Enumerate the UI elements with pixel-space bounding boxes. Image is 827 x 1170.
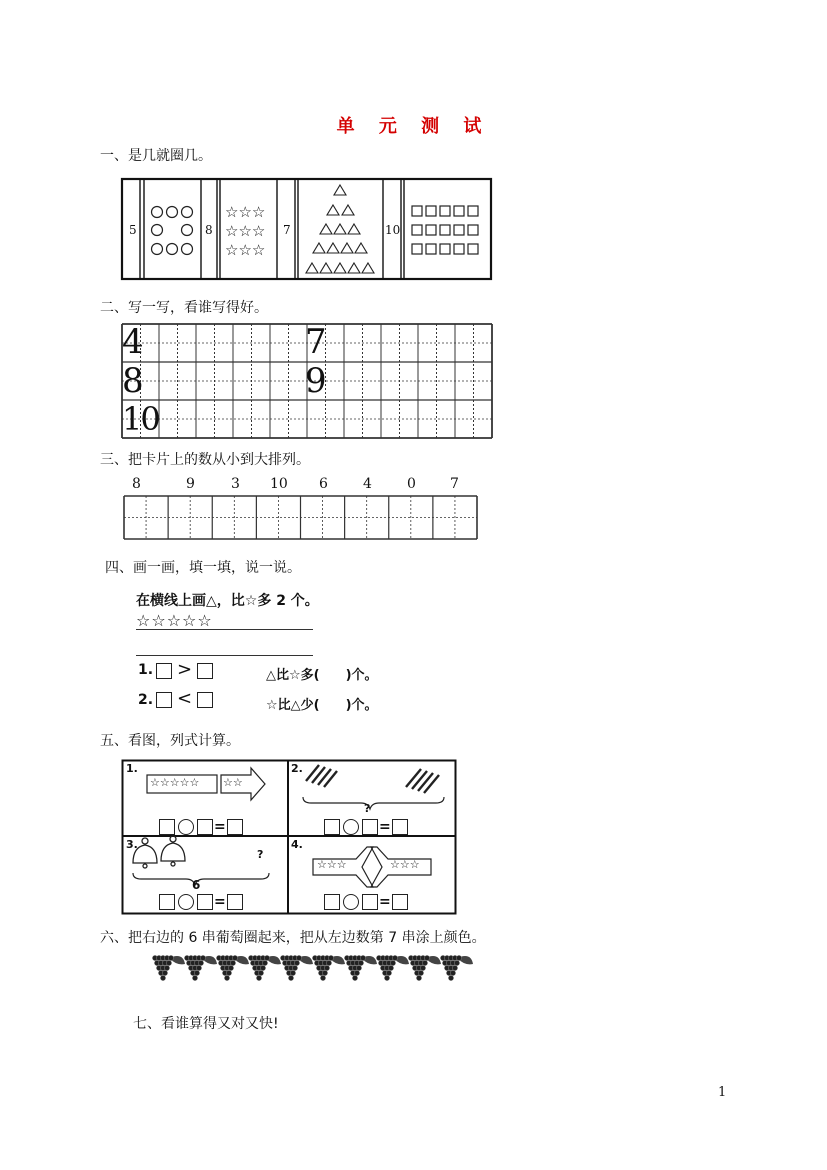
card: 0 (407, 476, 416, 492)
question-5-label: 五、看图，列式计算。 (100, 733, 240, 749)
equation-row-2 (324, 816, 434, 834)
answer-box[interactable] (227, 819, 243, 835)
count-number-5: 5 (129, 223, 137, 237)
count-number-10: 10 (385, 223, 401, 237)
answer-box[interactable] (156, 663, 172, 679)
grape-bunch-icon[interactable] (440, 955, 473, 980)
q4-item-1-text: △比☆多( )个。 (266, 668, 378, 683)
page-title: 单 元 测 试 (336, 116, 491, 137)
equals-sign: = (379, 818, 391, 835)
grape-bunch-icon[interactable] (344, 955, 377, 980)
operator-circle[interactable] (178, 819, 194, 835)
pencil-icon (306, 765, 439, 793)
equals-sign: = (214, 818, 226, 835)
card: 4 (363, 476, 372, 492)
answer-box[interactable] (197, 894, 213, 910)
write-digit-9: 9 (305, 361, 327, 401)
panel-2-num: 2. (291, 762, 303, 775)
question-1-label: 一、是几就圈几。 (100, 148, 212, 164)
question-mark: ? (257, 848, 264, 861)
brace-icon (133, 873, 269, 885)
answer-box[interactable] (227, 894, 243, 910)
equation-row-1 (159, 816, 269, 834)
greater-than-sign: > (177, 659, 193, 680)
grape-bunch-icon[interactable] (248, 955, 281, 980)
answer-box[interactable] (159, 819, 175, 835)
number-cards (125, 476, 480, 496)
svg-text:☆☆☆: ☆☆☆ (225, 241, 266, 259)
cross-stars-a: ☆☆☆ (317, 858, 347, 871)
card: 7 (450, 476, 459, 492)
write-digit-10: 10 (122, 400, 159, 438)
cross-stars-b: ☆☆☆ (390, 858, 420, 871)
answer-box[interactable] (197, 819, 213, 835)
equals-sign: = (214, 893, 226, 910)
operator-circle[interactable] (343, 819, 359, 835)
question-6-label: 六、把右边的 6 串葡萄圈起来，把从左边数第 7 串涂上颜色。 (100, 930, 486, 946)
answer-box[interactable] (392, 819, 408, 835)
equals-sign: = (379, 893, 391, 910)
count-number-8: 8 (205, 223, 213, 237)
grape-bunch-icon[interactable] (152, 955, 185, 980)
panel-1-num: 1. (126, 762, 138, 775)
answer-line[interactable] (136, 655, 313, 656)
q4-instruction: 在横线上画△，比☆多 2 个。 (136, 593, 319, 609)
page-number: 1 (718, 1085, 727, 1100)
q4-stars: ☆☆☆☆☆ (136, 611, 213, 630)
panel-4-num: 4. (291, 838, 303, 851)
operator-circle[interactable] (178, 894, 194, 910)
equation-row-4 (324, 891, 434, 909)
answer-line[interactable] (136, 629, 313, 630)
card: 3 (231, 476, 240, 492)
card: 9 (186, 476, 195, 492)
svg-text:☆☆☆: ☆☆☆ (225, 222, 266, 240)
answer-box[interactable] (197, 692, 213, 708)
grape-bunch-icon[interactable] (216, 955, 249, 980)
grapes-row (145, 950, 485, 986)
counting-table (120, 177, 494, 281)
stars-group (225, 203, 265, 259)
triangles-group (306, 185, 374, 273)
write-digit-7: 7 (305, 322, 327, 362)
q4-item-1-num: 1. (138, 662, 154, 678)
card: 8 (132, 476, 141, 492)
total-six: 6 (192, 878, 201, 892)
answer-box[interactable] (362, 819, 378, 835)
answer-box[interactable] (362, 894, 378, 910)
grape-bunch-icon[interactable] (280, 955, 313, 980)
arrow-stars-a: ☆☆☆☆☆ (150, 776, 200, 789)
answer-box[interactable] (159, 894, 175, 910)
count-number-7: 7 (283, 223, 291, 237)
svg-text:☆☆☆: ☆☆☆ (225, 203, 266, 221)
operator-circle[interactable] (343, 894, 359, 910)
write-digit-4: 4 (122, 322, 144, 362)
squares-group (412, 206, 478, 254)
panel-3-num: 3. (126, 838, 138, 851)
card: 10 (270, 476, 288, 492)
sorting-grid (123, 495, 479, 541)
brace-icon (303, 797, 444, 809)
answer-box[interactable] (324, 894, 340, 910)
less-than-sign: < (177, 688, 193, 709)
answer-box[interactable] (156, 692, 172, 708)
circles-group (152, 207, 193, 255)
grape-bunch-icon[interactable] (184, 955, 217, 980)
grape-bunch-icon[interactable] (408, 955, 441, 980)
grape-bunch-icon[interactable] (312, 955, 345, 980)
question-mark: ? (364, 802, 371, 815)
q4-item-2-num: 2. (138, 692, 154, 708)
question-2-label: 二、写一写，看谁写得好。 (100, 300, 268, 316)
question-4-label: 四、画一画，填一填，说一说。 (105, 560, 301, 576)
card: 6 (319, 476, 328, 492)
q4-item-2-text: ☆比△少( )个。 (266, 698, 378, 713)
grape-bunch-icon[interactable] (376, 955, 409, 980)
equation-row-3 (159, 891, 269, 909)
question-7-label: 七、看谁算得又对又快! (133, 1016, 279, 1032)
bell-icon (133, 836, 185, 868)
question-3-label: 三、把卡片上的数从小到大排列。 (100, 452, 310, 468)
answer-box[interactable] (392, 894, 408, 910)
write-digit-8: 8 (122, 361, 144, 401)
arrow-stars-b: ☆☆ (223, 776, 243, 789)
answer-box[interactable] (197, 663, 213, 679)
answer-box[interactable] (324, 819, 340, 835)
